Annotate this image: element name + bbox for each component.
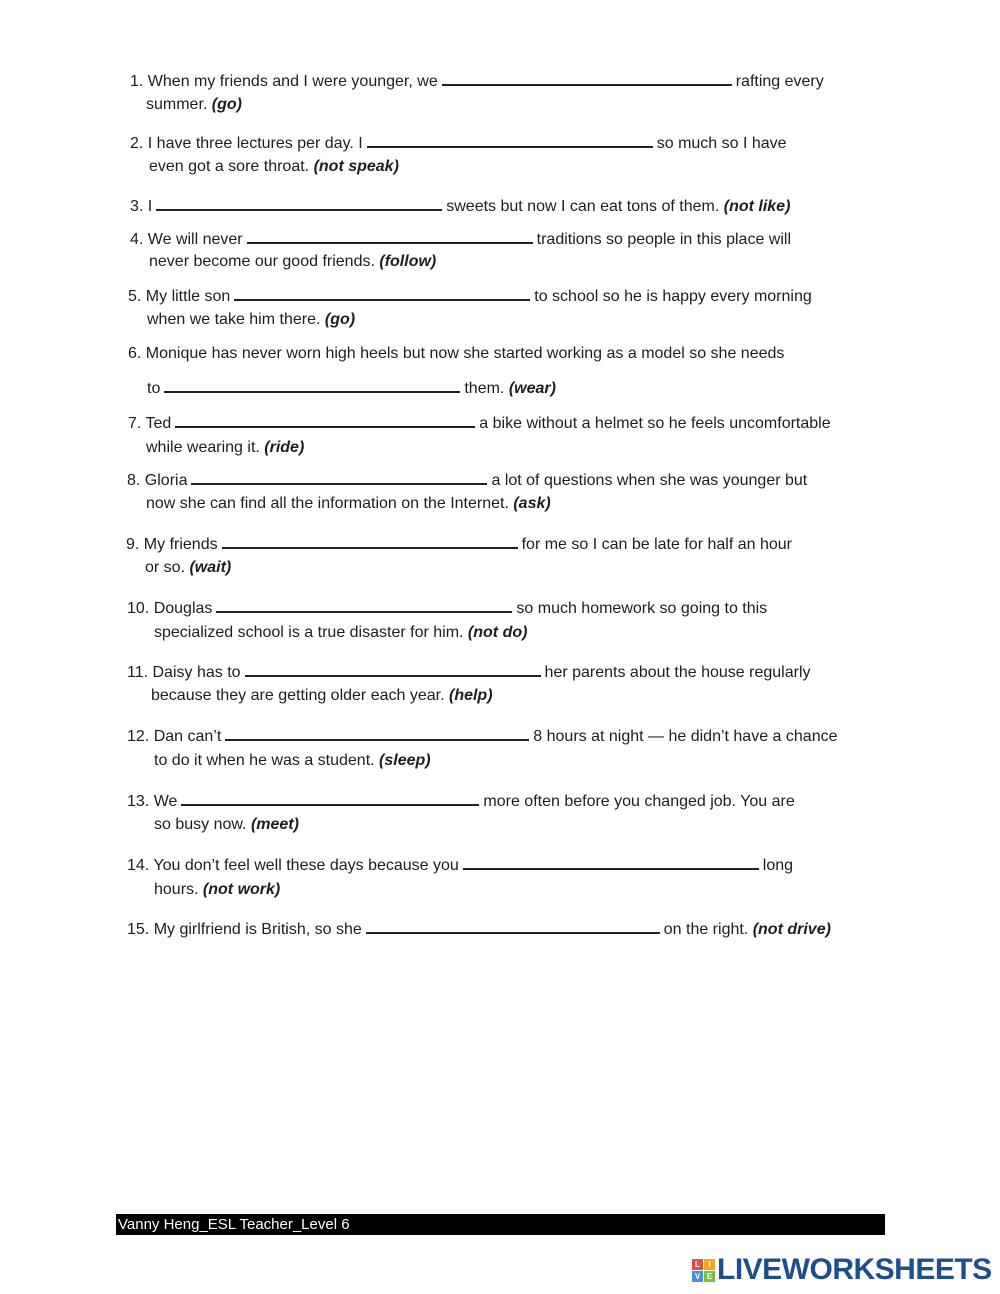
item-line [127,657,811,683]
answer-blank[interactable] [247,224,533,244]
logo-grid-icon [692,1259,715,1282]
item-text: on the right. [663,921,749,938]
item-text: now she can find all the information on the Internet. [146,495,509,512]
answer-blank[interactable] [216,593,512,613]
item-line [130,191,790,217]
footer-bar [116,1214,885,1235]
answer-blank[interactable] [181,786,479,806]
answer-blank[interactable] [225,721,529,741]
item-text: 2. I have three lectures per day. I [130,135,363,152]
item-text: 14. You don’t feel well these days because you [127,857,459,874]
logo-cell: I [704,1259,715,1270]
verb-hint: (not do) [467,624,528,641]
item-line [154,751,431,771]
item-line [154,880,280,900]
item-text: 9. My friends [126,536,218,553]
item-text: 12. Dan can’t [127,728,222,745]
item-line [149,252,436,272]
item-line [128,408,831,434]
verb-hint: (go) [324,311,356,328]
item-text: summer. [146,96,208,113]
item-text: rafting every [735,73,824,90]
answer-blank[interactable] [367,128,653,148]
item-text: sweets but now I can eat tons of them. [446,198,720,215]
item-line [147,310,355,330]
item-line [149,157,399,177]
item-text: to [147,380,161,397]
item-line [146,438,304,458]
item-text: traditions so people in this place will [536,231,791,248]
item-line [151,686,493,706]
logo-cell: L [692,1259,703,1270]
answer-blank[interactable] [245,657,541,677]
item-text: 4. We will never [130,231,243,248]
item-text: because they are getting older each year. [151,687,445,704]
item-line [127,850,793,876]
item-text: for me so I can be late for half an hour [521,536,792,553]
verb-hint: (meet) [250,816,299,833]
item-text: specialized school is a true disaster for him. [154,624,464,641]
item-text: her parents about the house regularly [544,664,811,681]
item-text: 8 hours at night — he didn’t have a chance [533,728,838,745]
item-text: hours. [154,881,199,898]
item-text: 1. When my friends and I were younger, we [130,73,438,90]
item-text: more often before you changed job. You are [483,793,795,810]
answer-blank[interactable] [366,914,660,934]
item-text: so much so I have [656,135,787,152]
verb-hint: (not drive) [752,921,831,938]
item-line [127,786,795,812]
item-text: long [762,857,794,874]
item-line [146,494,551,514]
item-text: while wearing it. [146,439,260,456]
verb-hint: (help) [448,687,493,704]
item-text: 5. My little son [128,288,231,305]
verb-hint: (go) [211,96,242,113]
item-line [154,623,527,643]
item-line [127,465,807,491]
item-text: them. [464,380,505,397]
item-line [130,224,791,250]
answer-blank[interactable] [175,408,475,428]
item-line [128,281,812,307]
answer-blank[interactable] [463,850,759,870]
answer-blank[interactable] [191,465,487,485]
item-text: 6. Monique has never worn high heels but now she started working as a model so she needs [128,345,785,362]
verb-hint: (not work) [202,881,281,898]
item-line [146,95,242,115]
verb-hint: (wait) [189,559,232,576]
item-text: so busy now. [154,816,247,833]
item-line [127,593,767,619]
item-line [130,66,824,92]
item-line [127,914,831,940]
answer-blank[interactable] [164,373,460,393]
item-line [154,815,299,835]
answer-blank[interactable] [442,66,732,86]
verb-hint: (wear) [508,380,556,397]
item-line [145,558,231,578]
verb-hint: (not speak) [313,158,399,175]
item-text: when we take him there. [147,311,321,328]
item-text: so much homework so going to this [516,600,768,617]
item-text: a lot of questions when she was younger but [491,472,808,489]
item-text: a bike without a helmet so he feels uncomfortable [479,415,831,432]
verb-hint: (sleep) [379,752,431,769]
answer-blank[interactable] [222,529,518,549]
verb-hint: (follow) [379,253,437,270]
answer-blank[interactable] [156,191,442,211]
liveworksheets-logo [692,1255,992,1285]
item-line [147,373,556,399]
item-text: even got a sore throat. [149,158,310,175]
item-text: 3. I [130,198,153,215]
item-text: 8. Gloria [127,472,188,489]
item-text: to school so he is happy every morning [534,288,812,305]
item-text: 11. Daisy has to [127,664,241,681]
item-line [126,529,792,555]
item-text: never become our good friends. [149,253,375,270]
item-line [128,344,784,364]
item-line [127,721,837,747]
logo-cell: E [704,1271,715,1282]
footer-text: Vanny Heng_ESL Teacher_Level 6 [118,1216,350,1233]
item-text: 15. My girlfriend is British, so she [127,921,362,938]
logo-cell: V [692,1271,703,1282]
item-text: 13. We [127,793,178,810]
item-text: to do it when he was a student. [154,752,375,769]
verb-hint: (not like) [723,198,791,215]
logo-text: LIVEWORKSHEETS [717,1253,992,1286]
item-line [130,128,787,154]
answer-blank[interactable] [234,281,530,301]
verb-hint: (ride) [264,439,305,456]
verb-hint: (ask) [513,495,551,512]
item-text: 10. Douglas [127,600,213,617]
item-text: or so. [145,559,186,576]
item-text: 7. Ted [128,415,172,432]
